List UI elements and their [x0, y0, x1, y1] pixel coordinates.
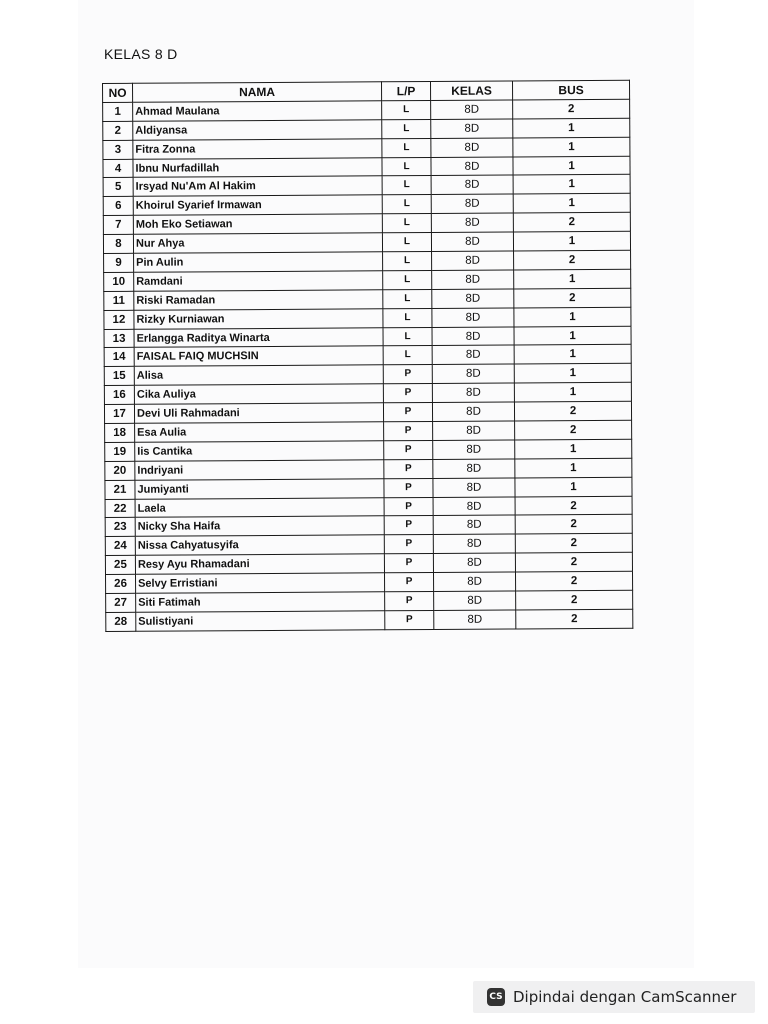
cell-bus: 1	[513, 118, 630, 138]
cell-nama: Rizky Kurniawan	[134, 308, 383, 328]
cell-nama: Indriyani	[135, 460, 384, 480]
camscanner-text: Dipindai dengan CamScanner	[513, 988, 737, 1006]
cell-kelas: 8D	[434, 610, 516, 629]
cell-kelas: 8D	[433, 478, 515, 497]
cell-kelas: 8D	[433, 553, 515, 572]
cell-lp: P	[384, 422, 433, 441]
camscanner-watermark	[473, 981, 755, 1013]
cell-no: 23	[105, 518, 135, 537]
cell-bus: 1	[515, 439, 632, 459]
cell-nama: Devi Uli Rahmadani	[134, 403, 383, 423]
cell-nama: Iis Cantika	[135, 441, 384, 461]
cell-no: 2	[103, 121, 133, 140]
scan-margin-right	[694, 0, 768, 1024]
cell-lp: P	[383, 403, 432, 422]
cell-no: 22	[105, 499, 135, 518]
cell-nama: Irsyad Nu'Am Al Hakim	[133, 176, 382, 196]
cell-bus: 2	[514, 250, 631, 270]
cell-bus: 2	[515, 496, 632, 516]
cell-nama: Nissa Cahyatusyifa	[135, 535, 384, 555]
cell-kelas: 8D	[432, 270, 514, 289]
cell-bus: 1	[513, 156, 630, 176]
cell-lp: L	[383, 308, 432, 327]
cell-nama: Moh Eko Setiawan	[133, 214, 382, 234]
cell-nama: Laela	[135, 497, 384, 517]
cell-kelas: 8D	[432, 383, 514, 402]
cell-lp: L	[383, 327, 432, 346]
cell-kelas: 8D	[431, 175, 513, 194]
cell-bus: 2	[513, 213, 630, 233]
cell-kelas: 8D	[433, 440, 515, 459]
sheet-title: KELAS 8 D	[104, 46, 178, 62]
cell-no: 11	[104, 291, 134, 310]
cell-no: 16	[104, 386, 134, 405]
cell-kelas: 8D	[431, 100, 513, 119]
cell-lp: P	[384, 535, 433, 554]
header-bus: BUS	[512, 80, 629, 100]
cell-kelas: 8D	[433, 497, 515, 516]
cell-no: 28	[106, 612, 136, 631]
cell-nama: Riski Ramadan	[134, 290, 383, 310]
cell-lp: L	[382, 138, 431, 157]
cell-kelas: 8D	[431, 213, 513, 232]
cell-lp: P	[384, 573, 433, 592]
cell-lp: P	[385, 592, 434, 611]
cell-bus: 1	[514, 307, 631, 327]
cell-kelas: 8D	[431, 232, 513, 251]
cell-bus: 2	[514, 288, 631, 308]
cell-kelas: 8D	[432, 327, 514, 346]
student-bus-table	[102, 80, 633, 632]
cell-no: 21	[105, 480, 135, 499]
cell-kelas: 8D	[432, 289, 514, 308]
cell-no: 10	[104, 272, 134, 291]
cell-nama: Ramdani	[134, 271, 383, 291]
cell-no: 4	[103, 159, 133, 178]
cell-kelas: 8D	[432, 308, 514, 327]
cell-lp: P	[383, 384, 432, 403]
cell-no: 7	[103, 216, 133, 235]
cell-no: 26	[106, 574, 136, 593]
cell-bus: 2	[513, 99, 630, 119]
cell-no: 15	[104, 367, 134, 386]
cell-bus: 1	[514, 269, 631, 289]
cell-no: 9	[104, 253, 134, 272]
cell-bus: 2	[515, 515, 632, 535]
header-no: NO	[103, 83, 133, 102]
cell-lp: L	[383, 252, 432, 271]
cell-lp: P	[385, 610, 434, 629]
cell-kelas: 8D	[431, 119, 513, 138]
cell-lp: L	[382, 233, 431, 252]
cell-bus: 1	[513, 137, 630, 157]
cell-nama: Selvy Erristiani	[136, 573, 385, 593]
cell-no: 1	[103, 102, 133, 121]
table-container	[102, 80, 633, 632]
cell-kelas: 8D	[433, 572, 515, 591]
cell-lp: P	[384, 459, 433, 478]
cell-nama: Ibnu Nurfadillah	[133, 157, 382, 177]
cell-bus: 1	[513, 231, 630, 251]
cell-nama: Erlangga Raditya Winarta	[134, 327, 383, 347]
cell-nama: Aldiyansa	[133, 120, 382, 140]
cell-no: 13	[104, 329, 134, 348]
cell-kelas: 8D	[432, 251, 514, 270]
cell-no: 20	[105, 461, 135, 480]
cell-no: 24	[105, 537, 135, 556]
cell-bus: 2	[514, 401, 631, 421]
cell-bus: 1	[514, 326, 631, 346]
cell-no: 25	[105, 556, 135, 575]
cell-kelas: 8D	[434, 591, 516, 610]
header-lp: L/P	[381, 81, 430, 100]
cell-nama: Siti Fatimah	[136, 592, 385, 612]
cell-bus: 2	[515, 571, 632, 591]
cell-bus: 2	[516, 590, 633, 610]
cell-no: 27	[106, 593, 136, 612]
cell-lp: L	[382, 157, 431, 176]
cell-bus: 1	[514, 364, 631, 384]
cell-lp: P	[383, 365, 432, 384]
cell-nama: Jumiyanti	[135, 478, 384, 498]
cell-kelas: 8D	[433, 459, 515, 478]
cell-nama: FAISAL FAIQ MUCHSIN	[134, 346, 383, 366]
cell-kelas: 8D	[431, 157, 513, 176]
cell-no: 19	[105, 442, 135, 461]
cell-lp: P	[384, 554, 433, 573]
cell-nama: Alisa	[134, 365, 383, 385]
cell-lp: P	[384, 478, 433, 497]
cell-bus: 1	[513, 175, 630, 195]
cell-nama: Cika Auliya	[134, 384, 383, 404]
cell-no: 3	[103, 140, 133, 159]
cell-bus: 1	[513, 194, 630, 214]
cell-nama: Pin Aulin	[134, 252, 383, 272]
cell-kelas: 8D	[432, 364, 514, 383]
cell-lp: L	[382, 195, 431, 214]
camscanner-logo-icon: CS	[487, 988, 505, 1006]
cell-kelas: 8D	[431, 194, 513, 213]
header-nama: NAMA	[133, 82, 382, 102]
cell-nama: Khoirul Syarief Irmawan	[133, 195, 382, 215]
cell-bus: 2	[515, 553, 632, 573]
cell-no: 12	[104, 310, 134, 329]
cell-lp: P	[384, 497, 433, 516]
cell-nama: Fitra Zonna	[133, 138, 382, 158]
cell-kelas: 8D	[432, 402, 514, 421]
cell-nama: Resy Ayu Rhamadani	[135, 554, 384, 574]
cell-lp: L	[382, 100, 431, 119]
cell-lp: L	[382, 119, 431, 138]
cell-kelas: 8D	[433, 421, 515, 440]
cell-no: 14	[104, 348, 134, 367]
cell-no: 8	[103, 234, 133, 253]
cell-bus: 1	[515, 477, 632, 497]
cell-nama: Nicky Sha Haifa	[135, 516, 384, 536]
cell-nama: Esa Aulia	[135, 422, 384, 442]
cell-nama: Sulistiyani	[136, 611, 385, 631]
header-kelas: KELAS	[430, 81, 512, 100]
cell-lp: L	[383, 346, 432, 365]
cell-lp: L	[382, 214, 431, 233]
cell-lp: L	[383, 289, 432, 308]
table-body	[103, 99, 633, 631]
cell-lp: L	[383, 270, 432, 289]
cell-nama: Nur Ahya	[133, 233, 382, 253]
cell-bus: 2	[515, 534, 632, 554]
cell-kelas: 8D	[433, 534, 515, 553]
cell-no: 17	[104, 404, 134, 423]
cell-kelas: 8D	[432, 345, 514, 364]
cell-no: 6	[103, 197, 133, 216]
cell-lp: P	[384, 440, 433, 459]
cell-nama: Ahmad Maulana	[133, 101, 382, 121]
table-row	[106, 609, 633, 631]
cell-bus: 1	[515, 458, 632, 478]
scan-margin-left	[0, 0, 78, 1024]
cell-bus: 2	[516, 609, 633, 629]
cell-bus: 1	[514, 383, 631, 403]
cell-kelas: 8D	[431, 138, 513, 157]
cell-bus: 2	[515, 420, 632, 440]
cell-no: 18	[105, 423, 135, 442]
cell-kelas: 8D	[433, 515, 515, 534]
cell-no: 5	[103, 178, 133, 197]
cell-bus: 1	[514, 345, 631, 365]
cell-lp: P	[384, 516, 433, 535]
cell-lp: L	[382, 176, 431, 195]
